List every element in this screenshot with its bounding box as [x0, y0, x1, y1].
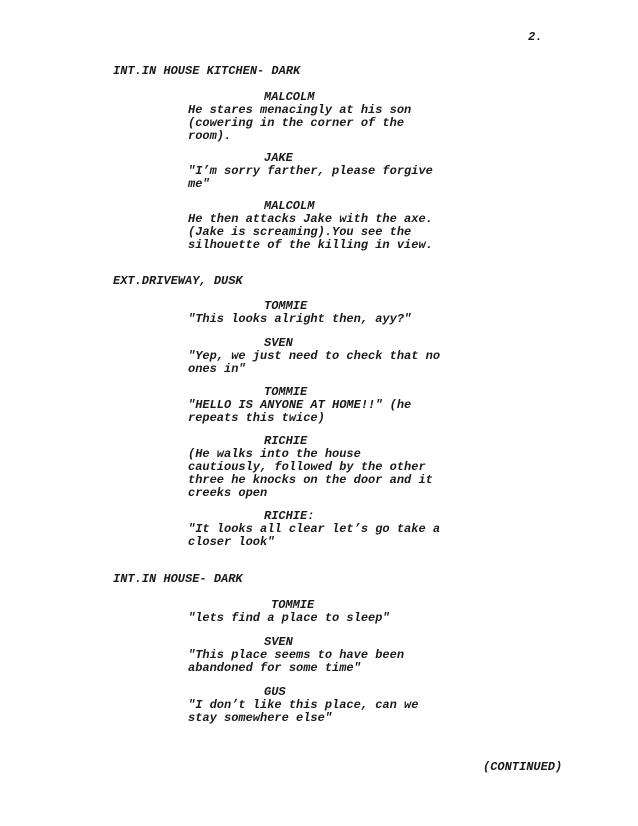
- dialogue-line: "I’m sorry farther, please forgive: [188, 164, 433, 178]
- character-name: TOMMIE: [271, 598, 315, 612]
- scene-heading: EXT.DRIVEWAY, DUSK: [113, 274, 243, 288]
- action-line: He stares menacingly at his son: [188, 103, 412, 117]
- scene-heading: INT.IN HOUSE KITCHEN- DARK: [113, 64, 301, 78]
- dialogue-line: "HELLO IS ANYONE AT HOME!!" (he: [188, 398, 412, 412]
- action-line: (cowering in the corner of the: [188, 116, 405, 130]
- dialogue-line: closer look": [188, 535, 275, 549]
- character-name: TOMMIE: [264, 385, 308, 399]
- character-name: RICHIE:: [264, 509, 315, 523]
- dialogue-line: stay somewhere else": [188, 711, 333, 725]
- action-line: room).: [188, 129, 232, 143]
- dialogue-line: "It looks all clear let’s go take a: [188, 522, 441, 536]
- character-name: SVEN: [264, 336, 293, 350]
- continued-marker: (CONTINUED): [483, 760, 563, 774]
- character-name: GUS: [264, 685, 286, 699]
- dialogue-line: "I don’t like this place, can we: [188, 698, 419, 712]
- character-name: TOMMIE: [264, 299, 308, 313]
- dialogue-line: "lets find a place to sleep": [188, 611, 390, 625]
- action-line: silhouette of the killing in view.: [188, 238, 433, 252]
- dialogue-line: "Yep, we just need to check that no: [188, 349, 441, 363]
- action-line: creeks open: [188, 486, 268, 500]
- page-number: 2.: [528, 30, 543, 44]
- character-name: MALCOLM: [264, 199, 315, 213]
- dialogue-line: repeats this twice): [188, 411, 325, 425]
- dialogue-line: "This place seems to have been: [188, 648, 405, 662]
- character-name: SVEN: [264, 635, 293, 649]
- dialogue-line: me": [188, 177, 210, 191]
- dialogue-line: ones in": [188, 362, 246, 376]
- action-line: (Jake is screaming).You see the: [188, 225, 412, 239]
- action-line: cautiously, followed by the other: [188, 460, 426, 474]
- scene-heading: INT.IN HOUSE- DARK: [113, 572, 243, 586]
- dialogue-line: "This looks alright then, ayy?": [188, 312, 412, 326]
- action-line: He then attacks Jake with the axe.: [188, 212, 433, 226]
- action-line: (He walks into the house: [188, 447, 361, 461]
- character-name: MALCOLM: [264, 90, 315, 104]
- dialogue-line: abandoned for some time": [188, 661, 361, 675]
- action-line: three he knocks on the door and it: [188, 473, 433, 487]
- character-name: JAKE: [264, 151, 293, 165]
- character-name: RICHIE: [264, 434, 308, 448]
